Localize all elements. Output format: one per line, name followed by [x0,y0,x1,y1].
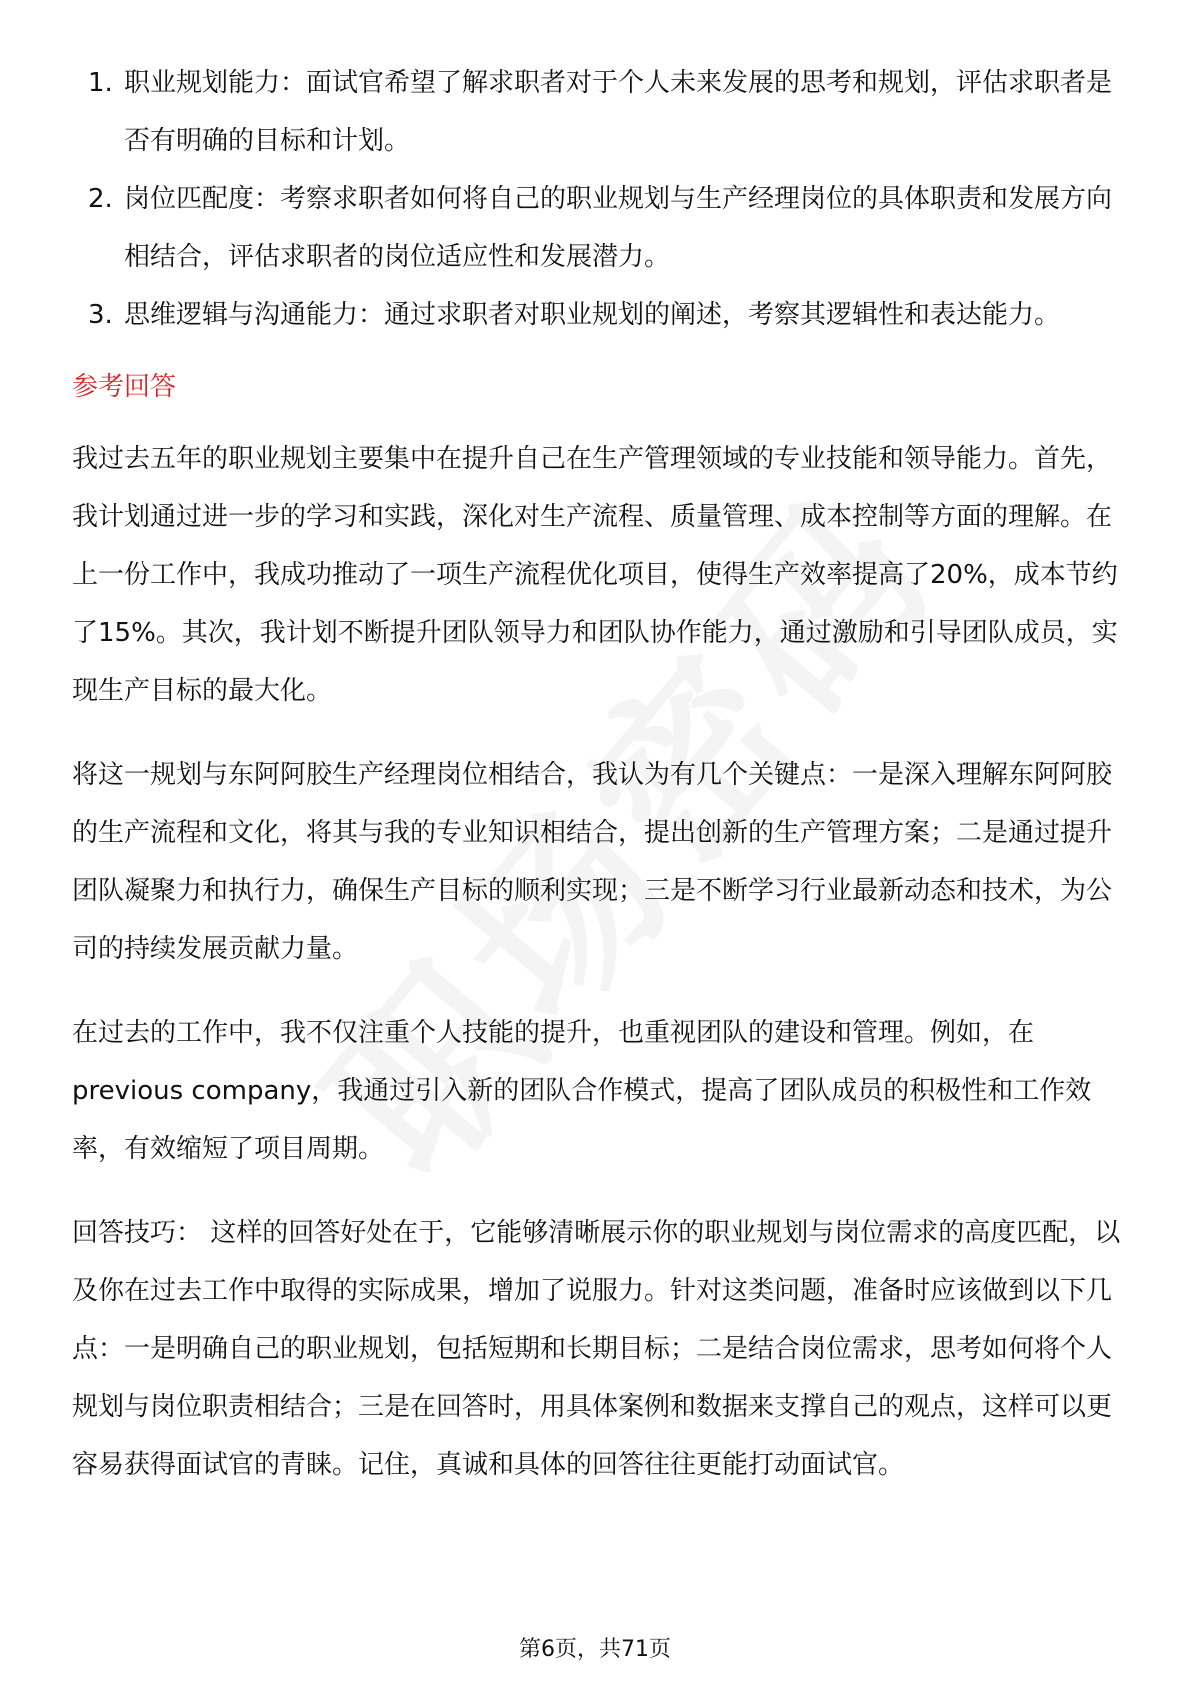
list-number: 3. [88,300,113,330]
list-text: 职业规划能力：面试官希望了解求职者对于个人未来发展的思考和规划，评估求职者是否有明确的目标和计划。 [124,68,1113,156]
page-footer: 第6页，共71页 [519,1637,671,1662]
list-item [72,54,1132,170]
paragraph: 回答技巧： 这样的回答好处在于，它能够清晰展示你的职业规划与岗位需求的高度匹配，以及你在过去工作中取得的实际成果，增加了说服力。针对这类问题，准备时应该做到以下几点：一是明确自己的职业规划，包括短期和长期目标；二是结合岗位需求，思考如何将个人规划与岗位职责相结合；三是在回答时，用具体案例和数据来支撑自己的观点，这样可以更容易获得面试官的青睐。记住，真诚和具体的回答往往更能打动面试官。 [72,1218,1121,1480]
paragraph: 将这一规划与东阿阿胶生产经理岗位相结合，我认为有几个关键点：一是深入理解东阿阿胶的生产流程和文化，将其与我的专业知识相结合，提出创新的生产管理方案；二是通过提升团队凝聚力和执行力，确保生产目标的顺利实现；三是不断学习行业最新动态和技术，为公司的持续发展贡献力量。 [72,760,1113,964]
document-body [72,54,1132,1520]
section-heading: 参考回答 [72,372,177,402]
list-number: 1. [88,68,113,98]
list-number: 2. [88,184,113,214]
list-text: 思维逻辑与沟通能力：通过求职者对职业规划的阐述，考察其逻辑性和表达能力。 [124,300,1061,330]
evaluation-list [72,54,1132,344]
paragraph: 我过去五年的职业规划主要集中在提升自己在生产管理领域的专业技能和领导能力。首先，我计划通过进一步的学习和实践，深化对生产流程、质量管理、成本控制等方面的理解。在上一份工作中，我成功推动了一项生产流程优化项目，使得生产效率提高了20%，成本节约了15%。其次，我计划不断提升团队领导力和团队协作能力，通过激励和引导团队成员，实现生产目标的最大化。 [72,444,1118,706]
list-text: 岗位匹配度：考察求职者如何将自己的职业规划与生产经理岗位的具体职责和发展方向相结合，评估求职者的岗位适应性和发展潜力。 [124,184,1113,272]
list-item [72,286,1132,344]
list-item [72,170,1132,286]
paragraph: 在过去的工作中，我不仅注重个人技能的提升，也重视团队的建设和管理。例如，在 previous company，我通过引入新的团队合作模式，提高了团队成员的积极性和工作效率，有效缩短了项目周期。 [72,1018,1092,1164]
